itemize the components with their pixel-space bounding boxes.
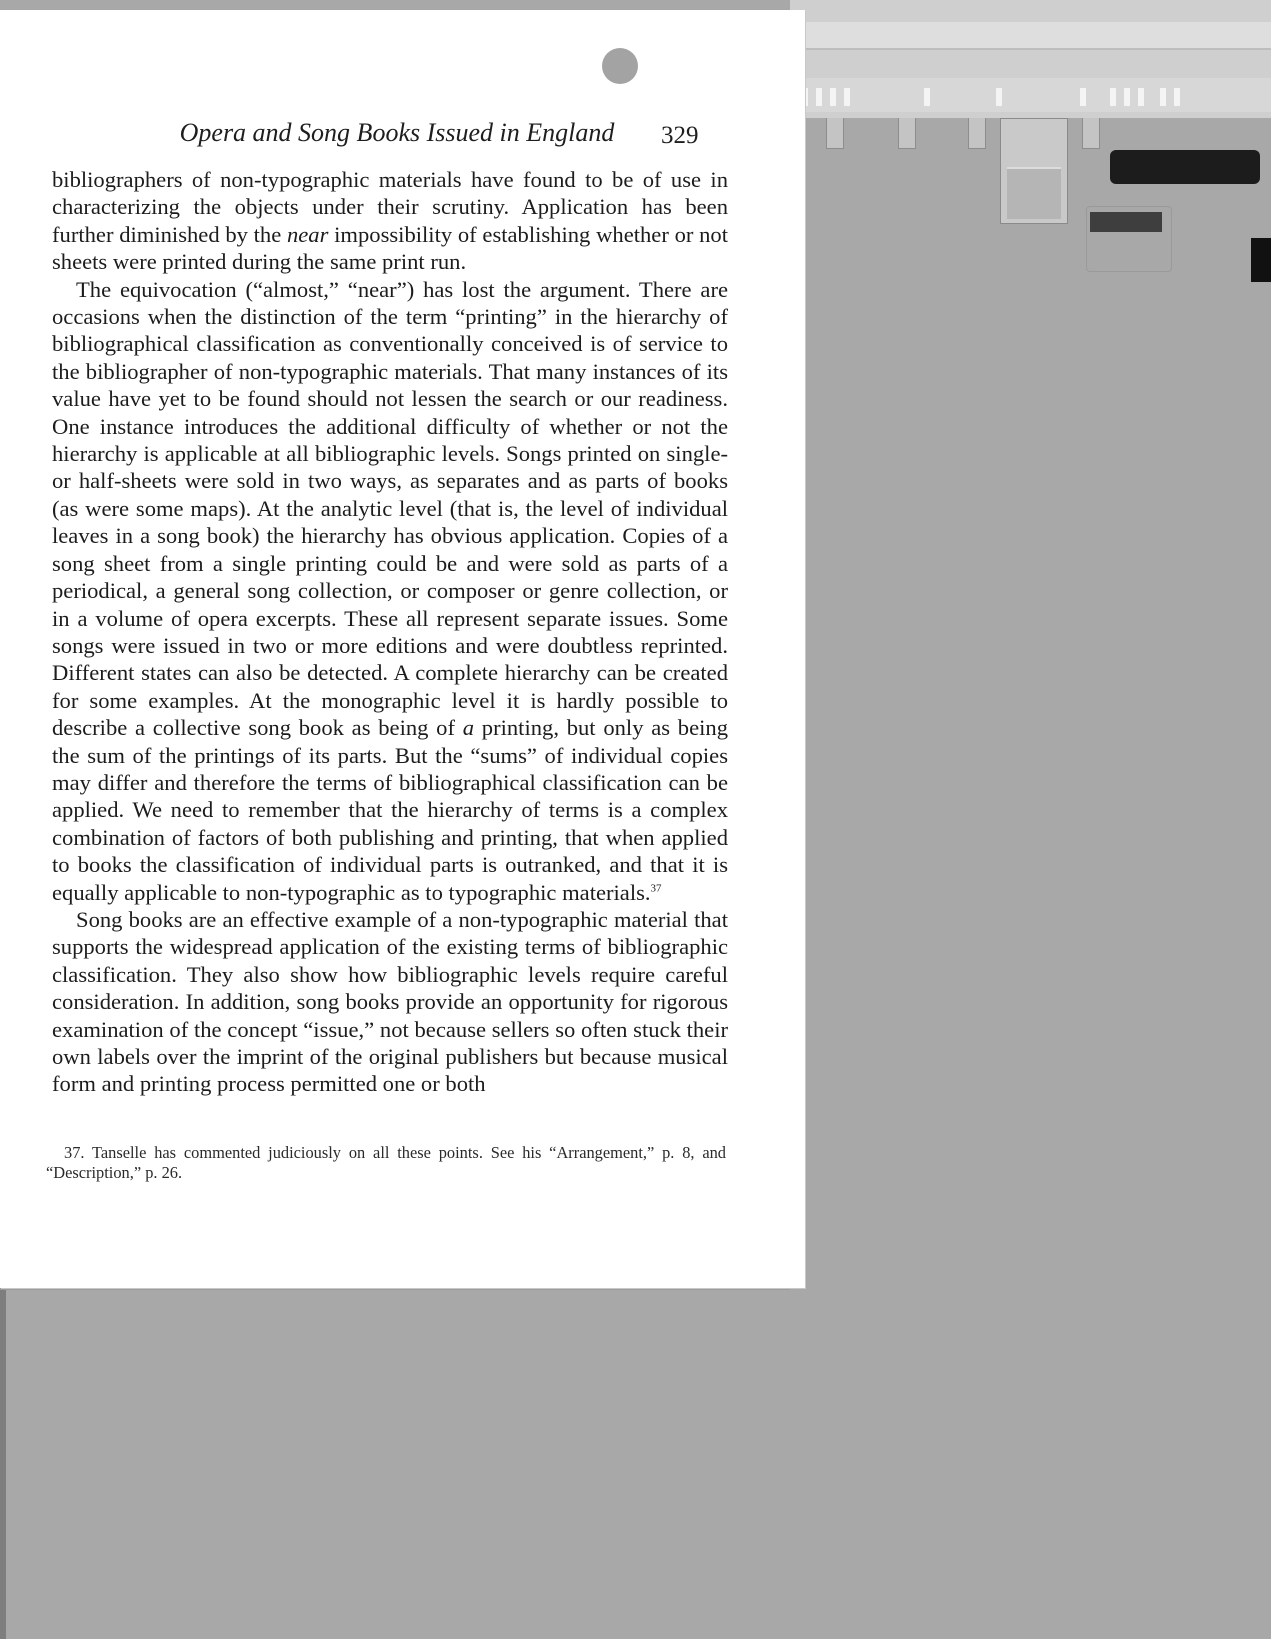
footnote-37: 37. Tanselle has commented judiciously on all these points. See his “Arrangement,” p. 8, and “Description,” p. 26. <box>46 1143 726 1182</box>
italic-text: near <box>286 221 329 247</box>
scanner-tab <box>826 118 844 149</box>
vent-slot <box>1080 88 1086 106</box>
scanner-roller <box>1110 150 1260 184</box>
vent-slot <box>924 88 930 106</box>
vent-slot <box>830 88 836 106</box>
page-number: 329 <box>661 122 699 149</box>
paragraph-3 <box>52 906 728 1098</box>
scanner-rail <box>790 22 1271 50</box>
scanned-page <box>0 10 805 1288</box>
scanner-lid-top <box>790 0 1271 118</box>
text-segment: bibliographers of non-typographic materials have found to be of use in characterizing the objects under their scrutiny. Application has been further diminished by the <box>52 167 728 247</box>
vent-slot <box>844 88 850 106</box>
footnote <box>46 1143 726 1183</box>
text-segment: The equivocation (“almost,” “near”) has lost the argument. There are occasions when the distinction of the term “printing” in the hierarchy of bibliographical classification as conventionally conceived is of service to the bibliographer of non-typographic materials. That many instances of its value have yet to be found should not lessen the search or our readiness. One instance introduces the additional difficulty of whether or not the hierarchy is applicable at all bibliographic levels. Songs printed on single- or half-sheets were sold in two ways, as separates and as parts of books (as were some maps). At the analytic level (that is, the level of individual leaves in a song book) the hierarchy has obvious application. Copies of a song sheet from a single printing could be and were sold as parts of a periodical, a general song collection, or composer or genre collection, or in a volume of opera excerpts. These all represent separate issues. Some songs were issued in two or more editions and were doubtless reprinted. Different states can also be detected. A complete hierarchy can be created for some examples. At the monographic level it is hardly possible to describe a collective song book as being of <box>52 276 728 741</box>
footnote-ref[interactable]: 37 <box>650 882 662 895</box>
scanner-tab <box>1082 118 1100 149</box>
vent-slot <box>1160 88 1166 106</box>
vent-slot <box>996 88 1002 106</box>
scanner-tab <box>898 118 916 149</box>
scanner-edge-block <box>1251 238 1271 282</box>
paragraph-1 <box>52 166 728 276</box>
scanner-vents <box>790 78 1271 112</box>
scanner-left-edge <box>0 1290 6 1639</box>
italic-text: a <box>462 715 475 741</box>
scanner-slot <box>1090 212 1162 232</box>
vent-slot <box>1138 88 1144 106</box>
scanner-lid-edge <box>0 1288 790 1290</box>
vent-slot <box>1174 88 1180 106</box>
scanner-tab <box>968 118 986 149</box>
text-segment: impossibility of establishing whether or not sheets were printed during the same print run. <box>52 221 728 275</box>
vent-slot <box>1124 88 1130 106</box>
body-text <box>52 166 728 1098</box>
paragraph-2 <box>52 276 728 906</box>
scanner-latch <box>1000 118 1068 224</box>
text-segment: Song books are an effective example of a non-typographic material that supports the widespread application of the existing terms of bibliographic classification. They also show how bibliographic levels require careful consideration. In addition, song books provide an opportunity for rigorous examination of the concept “issue,” not because sellers so often stuck their own labels over the imprint of the original publishers but because musical form and printing process permitted one or both <box>52 906 728 1097</box>
text-segment: printing, but only as being the sum of the printings of its parts. But the “sums” of individual copies may differ and therefore the terms of bibliographical classification can be applied. We need to remember that the hierarchy of terms is a complex combination of factors of both publishing and printing, that when applied to books the classification of individual parts is outranked, and that it is equally applicable to non-typographic as to typographic materials. <box>52 715 728 905</box>
vent-slot <box>816 88 822 106</box>
punch-hole <box>602 48 638 84</box>
vent-slot <box>1110 88 1116 106</box>
running-head: Opera and Song Books Issued in England <box>179 118 615 147</box>
